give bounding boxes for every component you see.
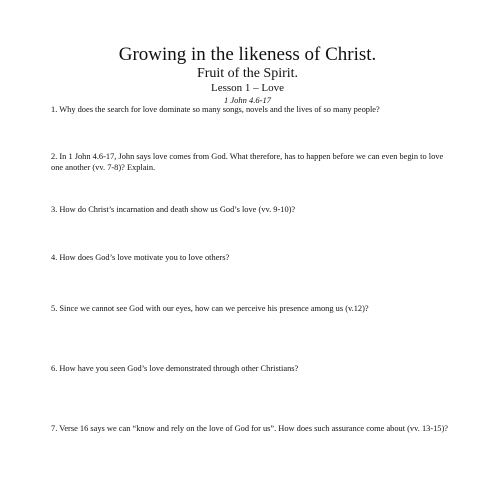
scripture-reference: 1 John 4.6-17	[224, 95, 271, 105]
document-subtitle: Fruit of the Spirit.	[196, 66, 299, 81]
document-header	[0, 44, 495, 105]
lesson-heading: Lesson 1 – Love	[210, 82, 284, 94]
question-3: 3. How do Christ’s incarnation and death show us God’s love (vv. 9-10)?	[51, 205, 296, 214]
question-1: 1. Why does the search for love dominate so many songs, novels and the lives of so many people?	[51, 105, 380, 114]
question-5: 5. Since we cannot see God with our eyes, how can we perceive his presence among us (v.12)?	[51, 304, 369, 313]
document-title: Growing in the likeness of Christ.	[118, 44, 377, 65]
question-6: 6. How have you seen God’s love demonstrated through other Christians?	[51, 364, 299, 373]
question-4: 4. How does God’s love motivate you to love others?	[51, 253, 230, 262]
question-7: 7. Verse 16 says we can “know and rely on the love of God for us”. How does such assurance come about (vv. 13-15)?	[51, 424, 448, 433]
question-2: 2. In 1 John 4.6-17, John says love comes from God. What therefore, has to happen before we can even begin to love one another (vv. 7-8)? Explain.	[51, 152, 444, 172]
